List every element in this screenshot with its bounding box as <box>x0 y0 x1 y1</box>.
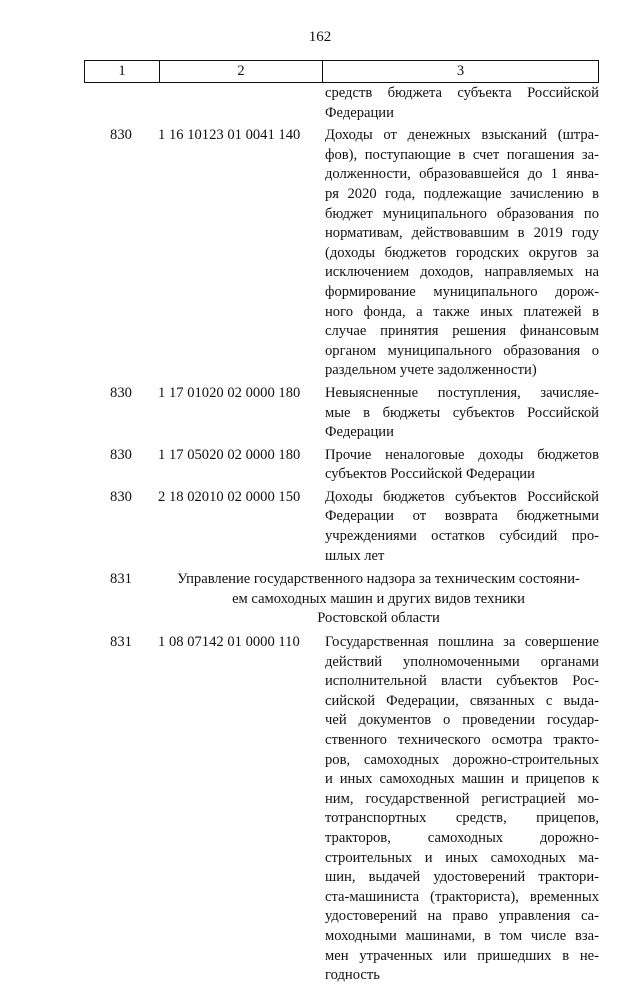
description-line: органом муниципального образования о <box>325 342 599 359</box>
description-line: строительных и иных самоходных ма- <box>325 849 599 866</box>
description-line: (доходы бюджетов городских округов за <box>325 244 599 261</box>
description-line: нормативам, действовавшим в 2019 году <box>325 225 599 242</box>
description-line: ним, государственной регистрацией мо- <box>325 790 599 807</box>
admin-code-cell <box>84 84 158 123</box>
description-cell <box>325 446 599 485</box>
admin-code-cell: 830 <box>110 384 132 401</box>
table-row <box>84 488 599 566</box>
description-line: ственного технического осмотра тракто- <box>325 732 599 748</box>
kbk-code-cell: 1 17 01020 02 0000 180 <box>158 384 301 401</box>
kbk-code-cell: 1 08 07142 01 0000 110 <box>158 634 300 651</box>
page-number: 162 <box>308 29 332 45</box>
section-row <box>84 570 599 629</box>
description-line: раздельном учете задолженности) <box>325 362 537 379</box>
description-cell <box>325 126 599 381</box>
description-line: Федерации от возврата бюджетными <box>325 508 599 525</box>
description-line: Невыясненные поступления, зачисляе- <box>325 384 599 401</box>
description-line: тотранспортных средств, прицепов, <box>325 810 599 827</box>
description-line: Федерации <box>325 424 394 441</box>
description-line: годность <box>325 967 380 984</box>
header-col-1: 1 <box>85 61 160 82</box>
description-line: ста-машиниста (тракториста), временных <box>325 888 599 905</box>
description-line: Федерации <box>325 104 394 121</box>
description-line: средств бюджета субъекта Российской <box>325 85 599 101</box>
description-line: мые в бюджеты субъектов Российской <box>325 404 599 421</box>
description-line: мен утраченных или пришедших в не- <box>325 947 599 964</box>
description-line: исключением доходов, направляемых на <box>325 264 599 281</box>
table-header <box>84 60 599 83</box>
description-line: фов), поступающие в счет погашения за- <box>325 146 599 163</box>
description-line: тракторов, самоходных дорожно- <box>325 829 599 846</box>
description-cell <box>325 84 599 123</box>
description-line: ров, самоходных дорожно-строительных <box>325 751 599 768</box>
description-line: формирование муниципального дорож- <box>325 283 599 300</box>
description-line: бюджет муниципального образования по <box>325 205 599 222</box>
section-title-line: Ростовской области <box>317 610 440 627</box>
kbk-code-cell: 1 16 10123 01 0041 140 <box>158 127 301 144</box>
description-line: Доходы от денежных взысканий (штра- <box>325 127 599 144</box>
header-col-3: 3 <box>456 63 465 79</box>
description-line: моходными машинами, в том числе вза- <box>325 927 599 944</box>
table-body <box>84 84 599 986</box>
section-title <box>158 570 599 629</box>
description-line: случае принятия решения финансовым <box>325 323 599 340</box>
section-title-line: ем самоходных машин и других видов техники <box>232 590 525 607</box>
description-line: шин, выдачей удостоверений трактори- <box>325 869 599 886</box>
description-line: исполнительной власти субъектов Рос- <box>325 673 599 690</box>
admin-code-cell: 831 <box>110 571 132 588</box>
table-row <box>84 126 599 381</box>
description-line: учреждениями остатков субсидий про- <box>325 528 599 545</box>
description-line: удостоверений на право управления са- <box>325 908 599 925</box>
table-row <box>84 633 599 986</box>
description-cell <box>325 633 599 986</box>
description-line: ря 2020 года, подлежащие зачислению в <box>325 185 599 202</box>
kbk-code-cell <box>158 84 322 123</box>
header-col-2: 2 <box>160 61 323 82</box>
admin-code-cell: 831 <box>110 634 132 651</box>
admin-code-cell: 830 <box>110 446 132 463</box>
kbk-code-cell: 1 17 05020 02 0000 180 <box>158 446 301 463</box>
description-line: чей документов о проведении государ- <box>325 712 599 729</box>
description-line: шлых лет <box>325 547 385 564</box>
description-line: Доходы бюджетов субъектов Российской <box>325 488 599 505</box>
description-line: Государственная пошлина за совершение <box>325 634 599 651</box>
table-row <box>84 384 599 443</box>
table-row <box>84 446 599 485</box>
table-row <box>84 84 599 123</box>
kbk-code-cell: 2 18 02010 02 0000 150 <box>158 488 301 505</box>
description-line: долженности, образовавшейся до 1 янва- <box>325 166 599 183</box>
description-line: сийской Федерации, связанных с выда- <box>325 692 599 709</box>
description-line: ного фонда, а также иных платежей в <box>325 303 599 320</box>
admin-code-cell: 830 <box>110 488 132 505</box>
admin-code-cell: 830 <box>110 127 132 144</box>
description-line: и иных самоходных машин и прицепов к <box>325 771 599 788</box>
section-title-line: Управление государственного надзора за техническим состояни- <box>177 571 580 588</box>
description-line: субъектов Российской Федерации <box>325 466 535 483</box>
description-cell <box>325 488 599 566</box>
description-line: Прочие неналоговые доходы бюджетов <box>325 446 599 463</box>
description-line: действий уполномоченными органами <box>325 653 599 670</box>
description-cell <box>325 384 599 443</box>
